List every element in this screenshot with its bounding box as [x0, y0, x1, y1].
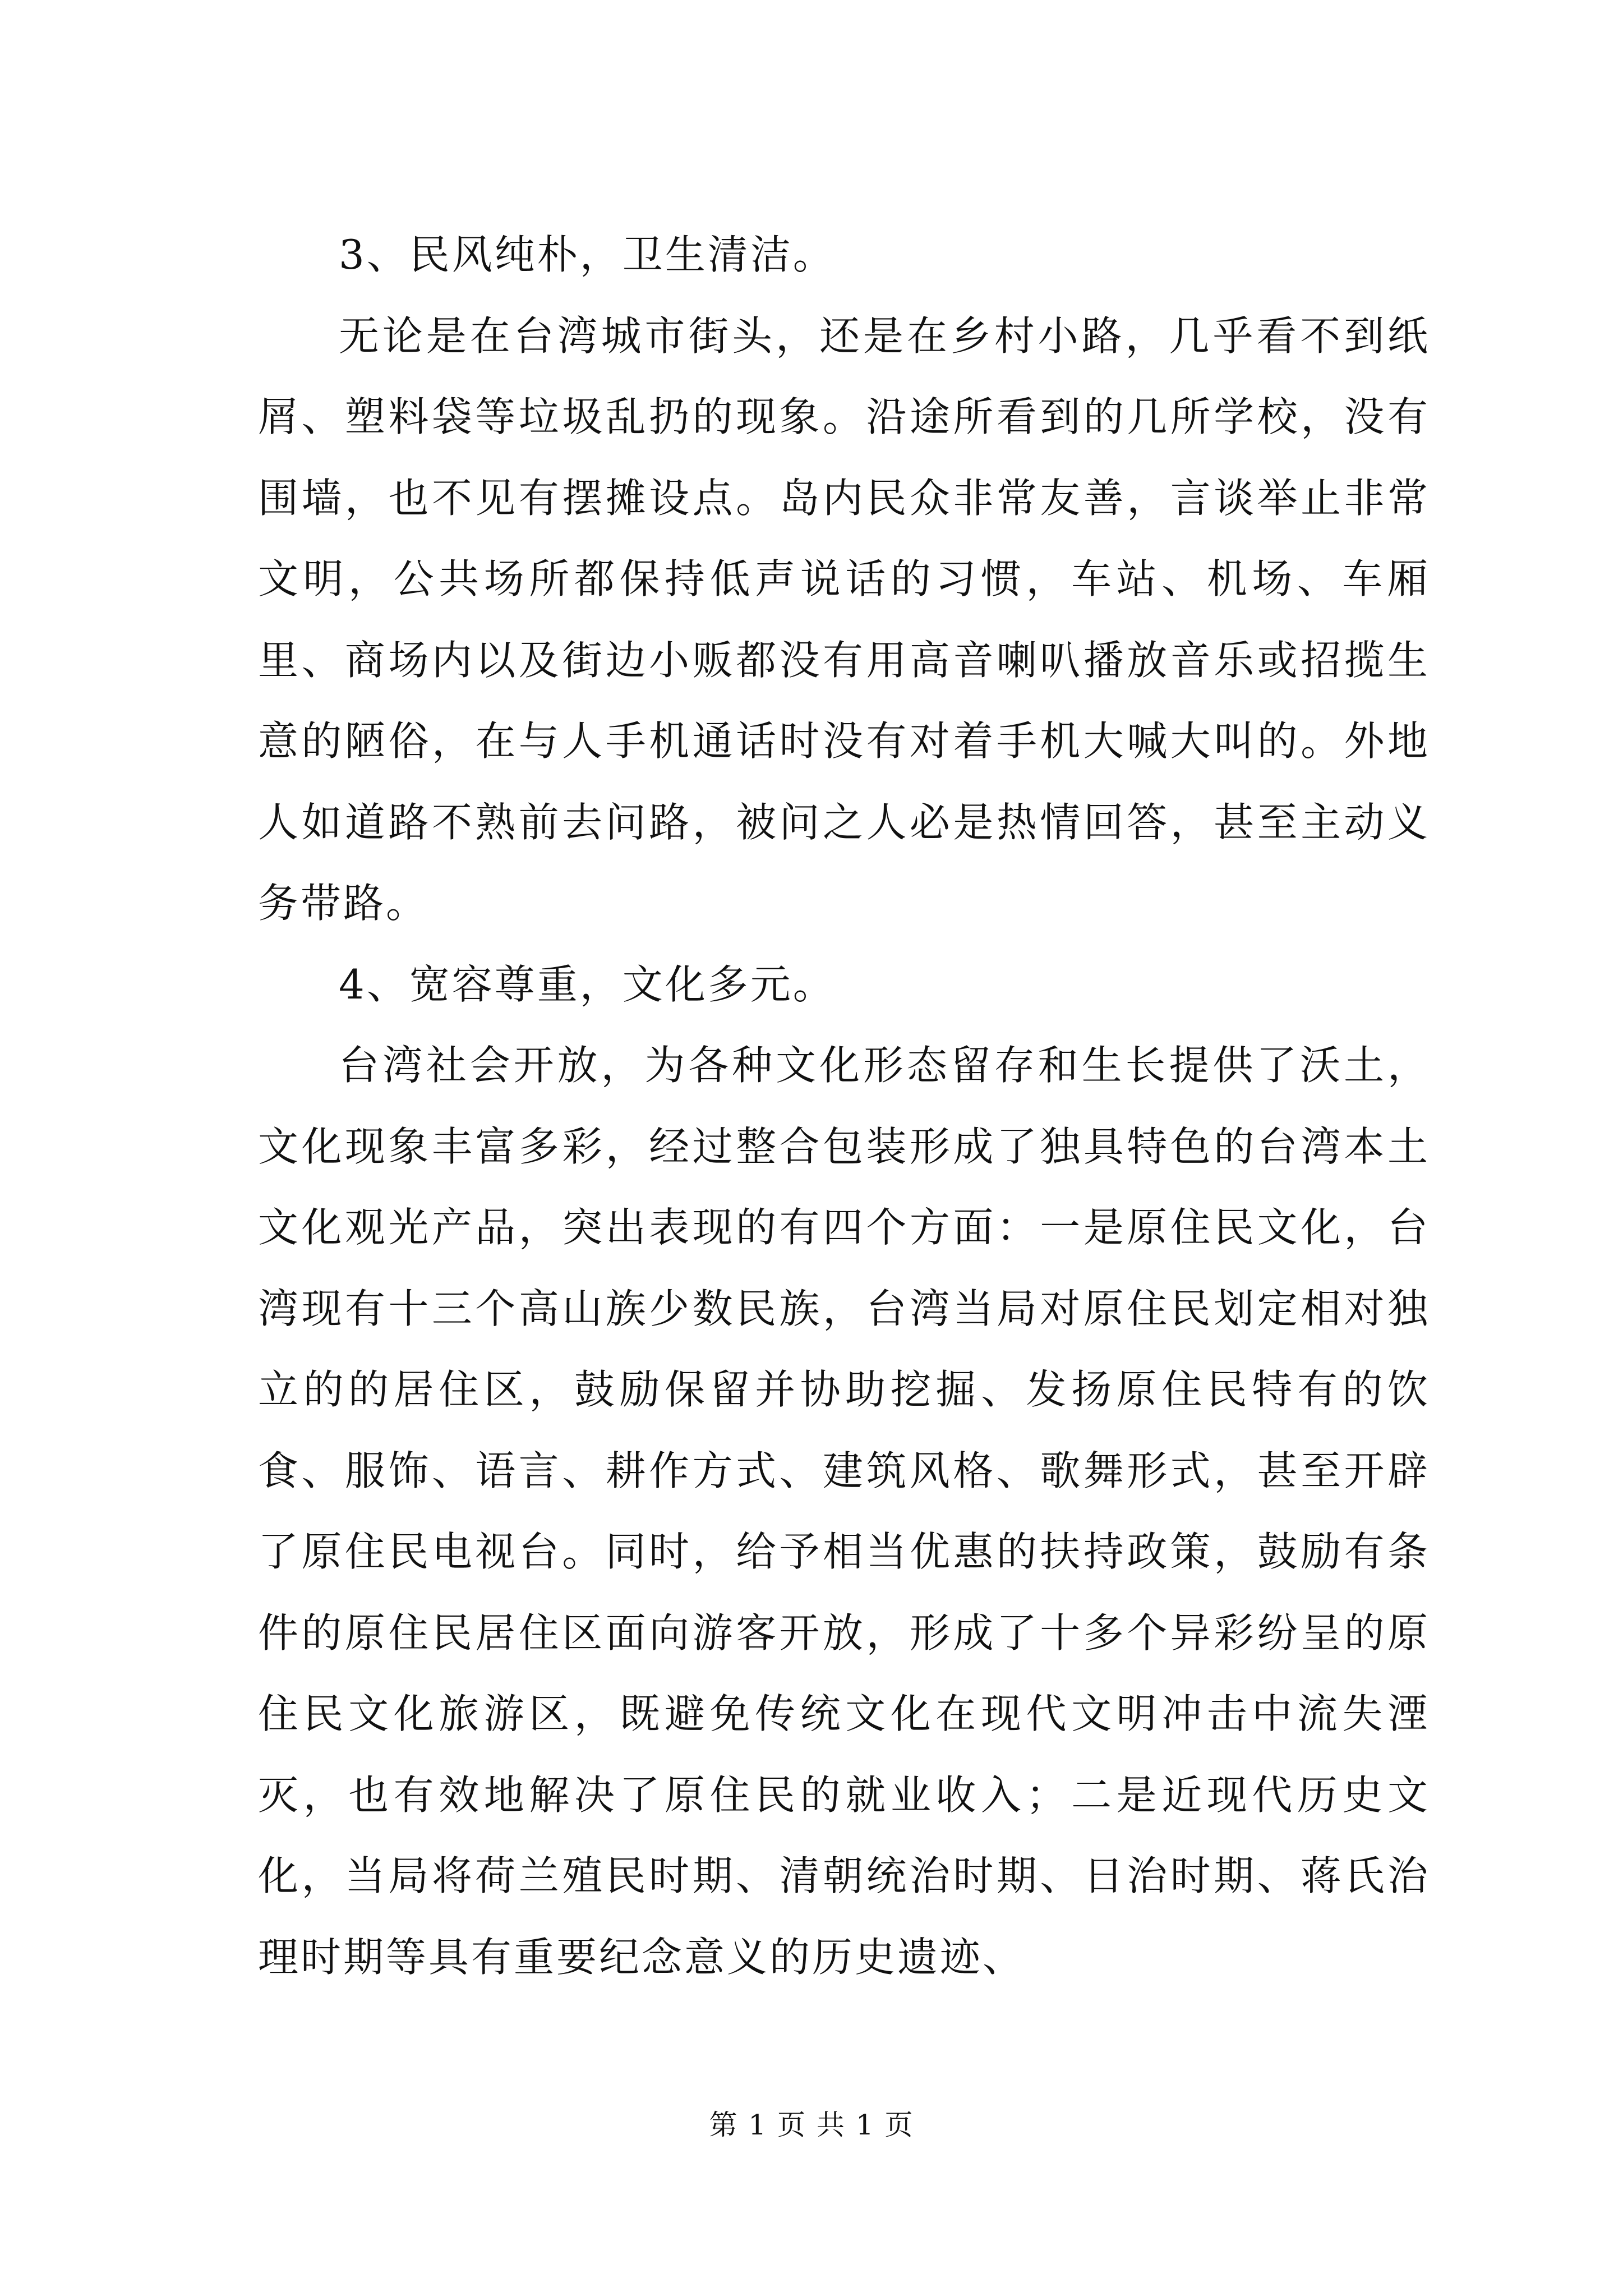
heading-item-3: 3、民风纯朴，卫生清洁。	[339, 231, 836, 278]
document-body	[258, 214, 1430, 1998]
heading-item-4: 4、宽容尊重，文化多元。	[339, 960, 836, 1008]
body-paragraph: 台湾社会开放，为各种文化形态留存和生长提供了沃土，文化现象丰富多彩，经过整合包装形成了独具特色的台湾本土文化观光产品，突出表现的有四个方面：一是原住民文化，台湾现有十三个高山族少数民族，台湾当局对原住民划定相对独立的的居住区，鼓励保留并协助挖掘、发扬原住民特有的饮食、服饰、语言、耕作方式、建筑风格、歌舞形式，甚至开辟了原住民电视台。同时，给予相当优惠的扶持政策，鼓励有条件的原住民居住区面向游客开放，形成了十多个异彩纷呈的原住民文化旅游区，既避免传统文化在现代文明冲击中流失湮灭，也有效地解决了原住民的就业收入；二是近现代历史文化，当局将荷兰殖民时期、清朝统治时期、日治时期、蒋氏治理时期等具有重要纪念意义的历史遗迹、	[258, 1042, 1430, 1981]
page-footer: 第 1 页 共 1 页	[709, 2109, 914, 2141]
body-paragraph: 无论是在台湾城市街头，还是在乡村小路，几乎看不到纸屑、塑料袋等垃圾乱扔的现象。沿途所看到的几所学校，没有围墙，也不见有摆摊设点。岛内民众非常友善，言谈举止非常文明，公共场所都保持低声说话的习惯，车站、机场、车厢里、商场内以及街边小贩都没有用高音喇叭播放音乐或招揽生意的陋俗，在与人手机通话时没有对着手机大喊大叫的。外地人如道路不熟前去问路，被问之人必是热情回答，甚至主动义务带路。	[258, 312, 1430, 927]
